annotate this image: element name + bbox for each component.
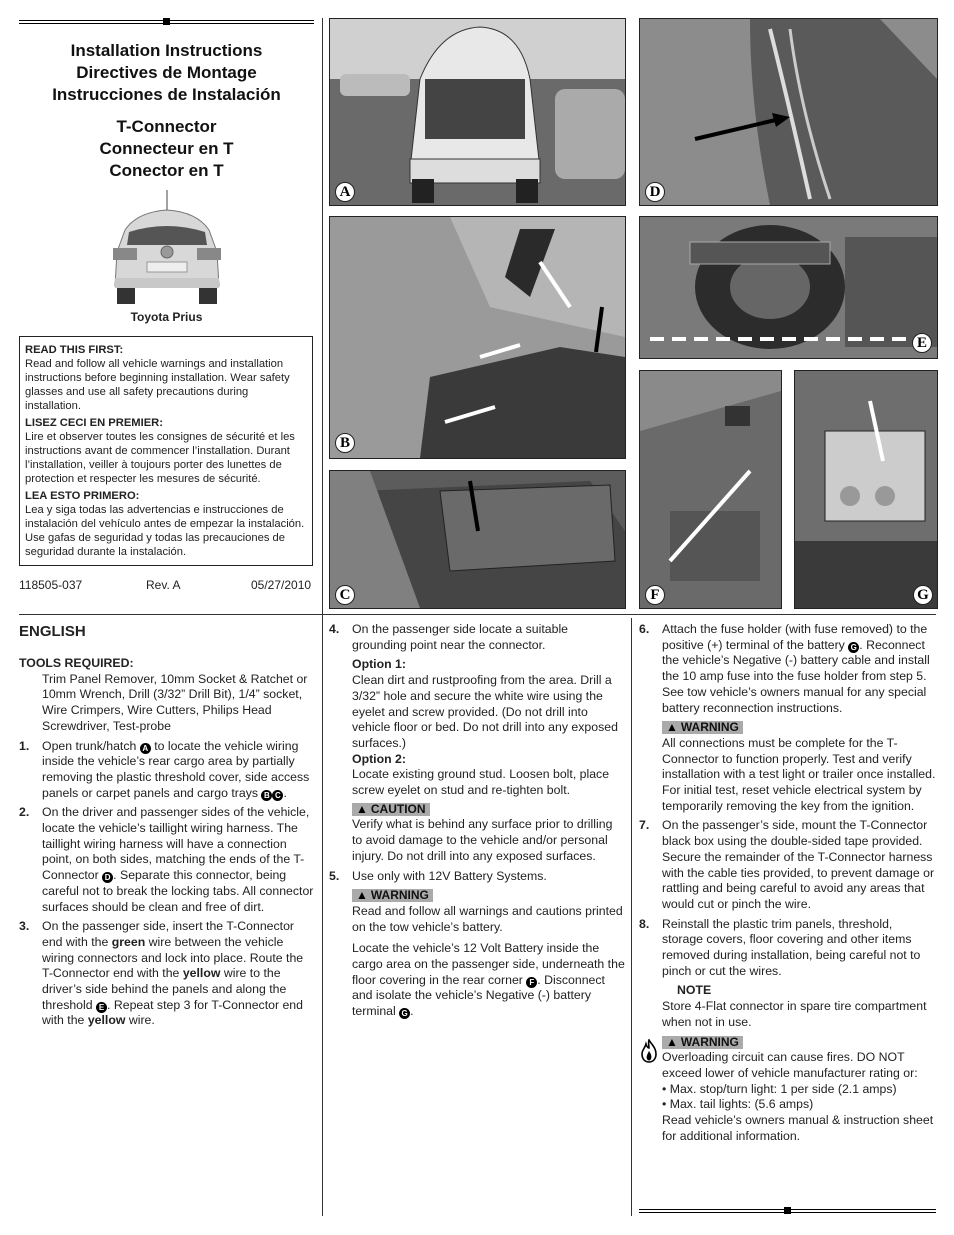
caution-badge xyxy=(352,803,430,816)
option-1-heading: Option 1: xyxy=(352,657,406,672)
callout-c-icon: C xyxy=(272,790,283,801)
step-1: 1. Open trunk/hatch A to locate the vehicle wiring inside the vehicle’s rear cargo area by partially removing the plastic threshold cover, side access panels or carpet panels and cargo trays B C . xyxy=(19,738,310,800)
page-title-fr: Directives de Montage xyxy=(76,63,257,82)
photo-c xyxy=(329,470,626,609)
tools-heading: TOOLS REQUIRED: xyxy=(19,656,134,670)
section-divider xyxy=(19,614,936,615)
warning-2-text: All connections must be complete for the T-Connector to function properly. Test and verify installation with a test light or trailer once installed. For initial test, reset vehicle electrical system by temporarily removing the key from the ignition. xyxy=(662,735,936,813)
note-heading: NOTE xyxy=(677,983,712,998)
step-7-number: 7. xyxy=(639,818,650,833)
warning-3-bullet-1: • Max. stop/turn light: 1 per side (2.1 amps) xyxy=(662,1081,897,1096)
photo-f xyxy=(639,370,782,609)
revision: Rev. A xyxy=(146,578,181,592)
photo-label-a: A xyxy=(335,182,355,202)
step-3-text-e: wire. xyxy=(128,1013,155,1028)
photo-g xyxy=(794,370,938,609)
english-heading: ENGLISH xyxy=(19,623,86,640)
column-divider-1 xyxy=(322,18,323,1216)
read-first-text-en: Read and follow all vehicle warnings and installation instructions before beginning installation. Wear safety glasses and use all safety precautions during installation. xyxy=(25,358,290,412)
step-2-number: 2. xyxy=(19,805,30,820)
fire-warning xyxy=(639,1035,936,1145)
step-8-number: 8. xyxy=(639,916,650,931)
step-6-text-a: Attach the fuse holder (with fuse removed) to the positive (+) terminal of the battery xyxy=(662,622,928,652)
option-2-heading: Option 2: xyxy=(352,751,406,766)
product-block xyxy=(19,116,314,182)
column-divider-2 xyxy=(631,618,632,1216)
warning-triangle-icon: ▲ xyxy=(356,801,368,816)
column-2 xyxy=(329,622,626,1020)
callout-e-icon: E xyxy=(96,1002,107,1013)
page-title-en: Installation Instructions xyxy=(70,41,263,60)
read-first-text-es: Lea y siga todas las advertencias e instrucciones de instalación del vehículo antes de empezar la instalación. Use gafas de seguridad y todas las precauciones de seguridad durante la instalación. xyxy=(25,504,305,558)
step-5-text-c: . Disconnect and isolate the vehicle’s Negative (-) battery terminal xyxy=(352,972,605,1019)
warning-3-text: Overloading circuit can cause fires. DO NOT exceed lower of vehicle manufacturer rating or: xyxy=(662,1050,918,1080)
callout-g-icon: G xyxy=(848,642,859,653)
photo-label-c: C xyxy=(335,585,355,605)
warning-1-text: Read and follow all warnings and cautions printed on the tow vehicle’s battery. xyxy=(352,903,623,934)
photo-e xyxy=(639,216,938,359)
note-text: Store 4-Flat connector in spare tire compartment when not in use. xyxy=(662,999,927,1029)
caution-label: CAUTION xyxy=(370,801,426,816)
title-block xyxy=(19,40,314,106)
step-7 xyxy=(639,818,936,912)
warning-triangle-icon: ▲ xyxy=(666,720,678,735)
part-number: 118505-037 xyxy=(19,578,83,592)
step-2-text-a: On the driver and passenger sides of the vehicle, locate the vehicle’s taillight wiring harness. The taillight wiring harness will have a connection point, on both sides, matching the ends of the T-Connector xyxy=(42,805,310,883)
step-2-text-b: . Separate this connector, being careful not to break the locking tabs. All connector surfaces should be clean and free of dirt. xyxy=(42,868,314,914)
product-name-en: T-Connector xyxy=(116,117,217,136)
read-first-heading-en: READ THIS FIRST: xyxy=(25,344,124,356)
vehicle-image xyxy=(107,190,227,308)
step-3-yellow: yellow xyxy=(182,966,221,981)
warning-3-footer: Read vehicle’s owners manual & instruction sheet for additional information. xyxy=(662,1113,934,1143)
option-2-text: Locate existing ground stud. Loosen bolt, place screw eyelet on stud and re-tighten bolt. xyxy=(352,767,610,798)
step-3-text-d: . Repeat step 3 for T-Connector end with the xyxy=(42,997,303,1028)
fire-icon xyxy=(639,1039,659,1063)
step-8-text: Reinstall the plastic trim panels, threshold, storage covers, floor covering and other items removed during installation, being careful not to pinch or cut the wires. xyxy=(662,916,921,978)
step-4-text: On the passenger side locate a suitable grounding point near the connector. xyxy=(352,622,569,652)
step-4 xyxy=(329,622,626,653)
photo-a xyxy=(329,18,626,206)
callout-g-icon: G xyxy=(399,1008,410,1019)
step-1-number: 1. xyxy=(19,738,30,753)
step-5-number: 5. xyxy=(329,868,340,883)
photo-b xyxy=(329,216,626,459)
step-6-text-b: . Reconnect the vehicle’s Negative (-) battery cable and install the 10 amp fuse into the fuse holder from step 5. See tow vehicle’s owners manual for any special battery reconnection instructions. xyxy=(662,637,930,715)
photo-d xyxy=(639,18,938,206)
column-1 xyxy=(19,622,315,1033)
step-3 xyxy=(19,919,315,1029)
photo-label-b: B xyxy=(335,433,355,453)
step-1-text-a: Open trunk/hatch xyxy=(42,738,137,753)
caution-text: Verify what is behind any surface prior to drilling to avoid damage to the vehicle and/or personal injury. Do not drill into any exposed surfaces. xyxy=(352,817,613,863)
warning-label-3: WARNING xyxy=(680,1034,739,1049)
step-1-text-b: to locate the vehicle wiring inside the vehicle’s rear cargo area by partially removing the plastic threshold cover, side access panels or carpet panels and cargo trays xyxy=(42,738,310,800)
bottom-rule-marker xyxy=(784,1207,791,1214)
step-2 xyxy=(19,805,315,915)
step-6 xyxy=(639,622,936,716)
step-3-green: green xyxy=(111,934,146,949)
read-first-text-fr: Lire et observer toutes les consignes de sécurité et les instructions avant de commencer l’installation. Durant l’installation, veiller à toujours porter des lunettes de protection et respecter les mesures de sécurité. xyxy=(25,431,295,485)
read-first-heading-es: LEA ESTO PRIMERO: xyxy=(25,490,140,502)
photo-label-g: G xyxy=(913,585,933,605)
callout-f-icon: F xyxy=(526,977,537,988)
photo-label-e: E xyxy=(912,333,932,353)
page-title-es: Instrucciones de Instalación xyxy=(52,85,281,104)
vehicle-caption: Toyota Prius xyxy=(130,310,203,324)
callout-d-icon: D xyxy=(102,872,113,883)
warning-badge-1 xyxy=(352,889,433,902)
step-5-detail: Locate the vehicle’s 12 Volt Battery inside the cargo area on the passenger side, underneath the floor covering in the rear corner F . Disconnect and isolate the vehicle’s Negative (-) battery terminal G . xyxy=(352,941,625,1019)
step-3-number: 3. xyxy=(19,919,30,934)
product-name-es: Conector en T xyxy=(109,161,224,180)
step-3-yellow-2: yellow xyxy=(87,1013,126,1028)
product-name-fr: Connecteur en T xyxy=(99,139,234,158)
photo-label-d: D xyxy=(645,182,665,202)
warning-triangle-icon: ▲ xyxy=(356,888,368,903)
date: 05/27/2010 xyxy=(251,578,312,592)
step-3-text-c: wire to the driver’s side behind the panels and along the threshold xyxy=(42,966,287,1012)
step-3-text-b: wire between the vehicle wiring connectors and lock into place. Route the T-Connector end with the xyxy=(42,934,304,981)
callout-a-icon: A xyxy=(140,743,151,754)
photo-label-f: F xyxy=(645,585,665,605)
warning-badge-2 xyxy=(662,721,743,734)
callout-b-icon: B xyxy=(261,790,272,801)
step-5-text-b: Locate the vehicle’s 12 Volt Battery inside the cargo area on the passenger side, underneath the floor covering in the rear corner xyxy=(352,941,625,987)
step-6-number: 6. xyxy=(639,622,650,636)
tools-text: Trim Panel Remover, 10mm Socket & Ratchet or 10mm Wrench, Drill (3/32” Drill Bit), 1/4” socket, Wire Crimpers, Wire Cutters, Philips Head Screwdriver, Test-probe xyxy=(42,671,308,733)
column-3 xyxy=(639,622,936,1145)
option-1-text: Clean dirt and rustproofing from the area. Drill a 3/32” hole and secure the white wire using the eyelet and screw provided. (Do not drill into vehicle floor or bed. Do not drill into any exposed surfaces.) xyxy=(352,673,618,750)
top-rule-marker-left xyxy=(163,18,170,25)
read-first-box xyxy=(19,336,313,566)
warning-badge-3 xyxy=(662,1036,743,1049)
step-5-text: Use only with 12V Battery Systems. xyxy=(352,868,547,883)
step-4-number: 4. xyxy=(329,622,340,636)
step-3-text-a: On the passenger side, insert the T-Connector end with the xyxy=(42,919,295,949)
step-5 xyxy=(329,869,626,885)
warning-3-bullet-2: • Max. tail lights: (5.6 amps) xyxy=(662,1097,814,1112)
read-first-heading-fr: LISEZ CECI EN PREMIER: xyxy=(25,417,163,429)
step-8 xyxy=(639,917,936,980)
step-7-text: On the passenger’s side, mount the T-Connector black box using the double-sided tape provided. Secure the remainder of the T-Connector harness with the cable ties provided, to prevent damage or rattling and being careful to avoid any areas that would cut or pinch the wire. xyxy=(662,818,935,911)
warning-label-2: WARNING xyxy=(680,720,739,735)
warning-triangle-icon: ▲ xyxy=(666,1034,678,1049)
warning-label-1: WARNING xyxy=(370,888,429,903)
